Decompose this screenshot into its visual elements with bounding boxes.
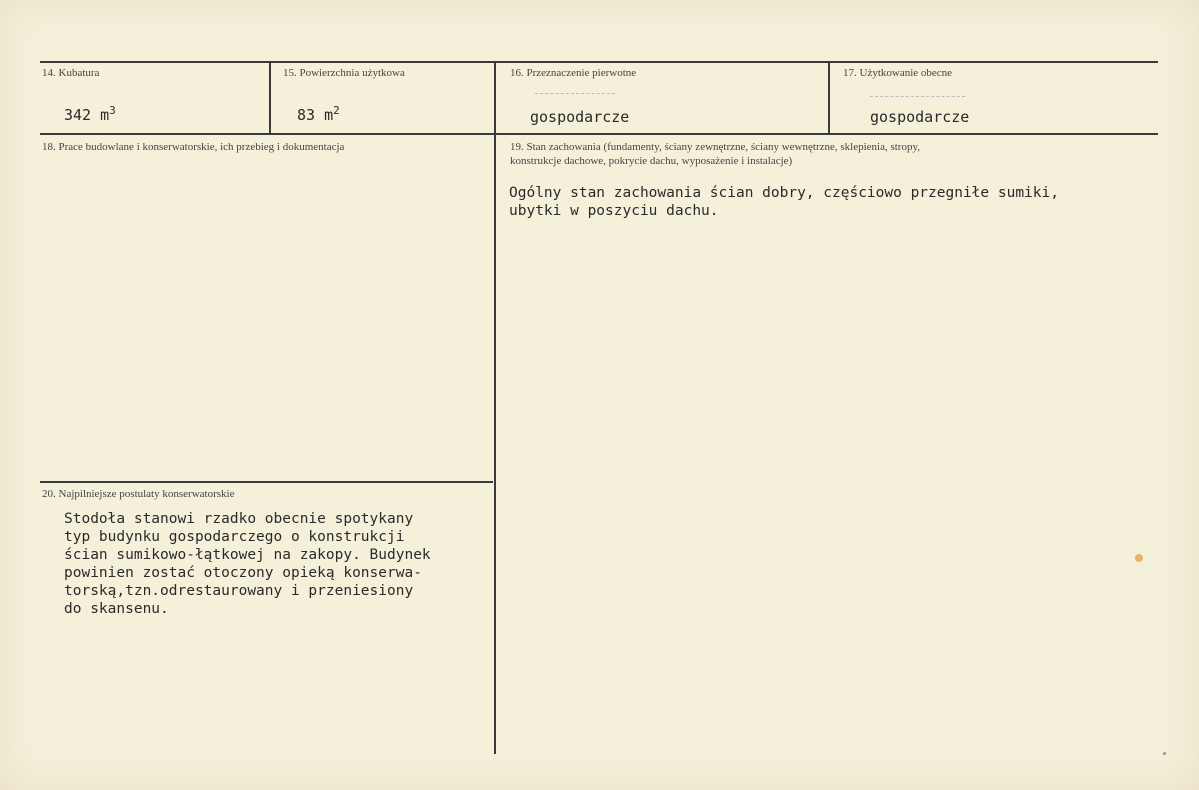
row1-bottom-rule [40, 133, 1158, 135]
field-15-number: 83 m [297, 106, 334, 124]
paper-speck [1163, 752, 1166, 755]
field-15-unit-exponent: 2 [333, 104, 340, 117]
field-17-dotted-line [870, 96, 965, 98]
field-18-label: 18. Prace budowlane i konserwatorskie, ich przebieg i dokumentacja [42, 141, 345, 153]
field-15-value [297, 104, 340, 124]
field-20-label: 20. Najpilniejsze postulaty konserwatorskie [42, 488, 235, 500]
field-14-number: 342 m [64, 106, 110, 124]
field-14-unit-exponent: 3 [109, 104, 116, 117]
field-17-value: gospodarcze [870, 108, 970, 126]
field-16-value: gospodarcze [530, 108, 630, 126]
field-14-label: 14. Kubatura [42, 67, 100, 79]
top-rule [40, 61, 1158, 63]
ink-spot [1135, 554, 1143, 562]
col-divider-2 [828, 62, 830, 133]
field-20-text: Stodoła stanowi rzadko obecnie spotykany typ budynku gospodarczego o konstrukcji ścian sumikowo-łątkowej na zakopy. Budynek powinien zostać otoczony opieką konserwa- torską,tzn.odrestaurowany i przeniesiony do skansenu. [64, 511, 431, 617]
col-divider-1 [269, 62, 271, 133]
section20-top-rule [40, 481, 493, 483]
field-19-label-line1: 19. Stan zachowania (fundamenty, ściany zewnętrzne, ściany wewnętrzne, sklepienia, stropy, [510, 141, 921, 153]
field-19-text: Ogólny stan zachowania ścian dobry, częściowo przegniłe sumiki, ubytki w poszyciu dachu. [509, 185, 1059, 219]
field-14-value [64, 104, 116, 124]
main-col-divider [494, 62, 496, 754]
field-17-label: 17. Użytkowanie obecne [843, 67, 953, 79]
field-15-label: 15. Powierzchnia użytkowa [283, 67, 405, 79]
field-19-label-line2: konstrukcje dachowe, pokrycie dachu, wyposażenie i instalacje) [510, 155, 793, 167]
field-16-dotted-line [535, 93, 615, 95]
field-16-label: 16. Przeznaczenie pierwotne [510, 67, 637, 79]
